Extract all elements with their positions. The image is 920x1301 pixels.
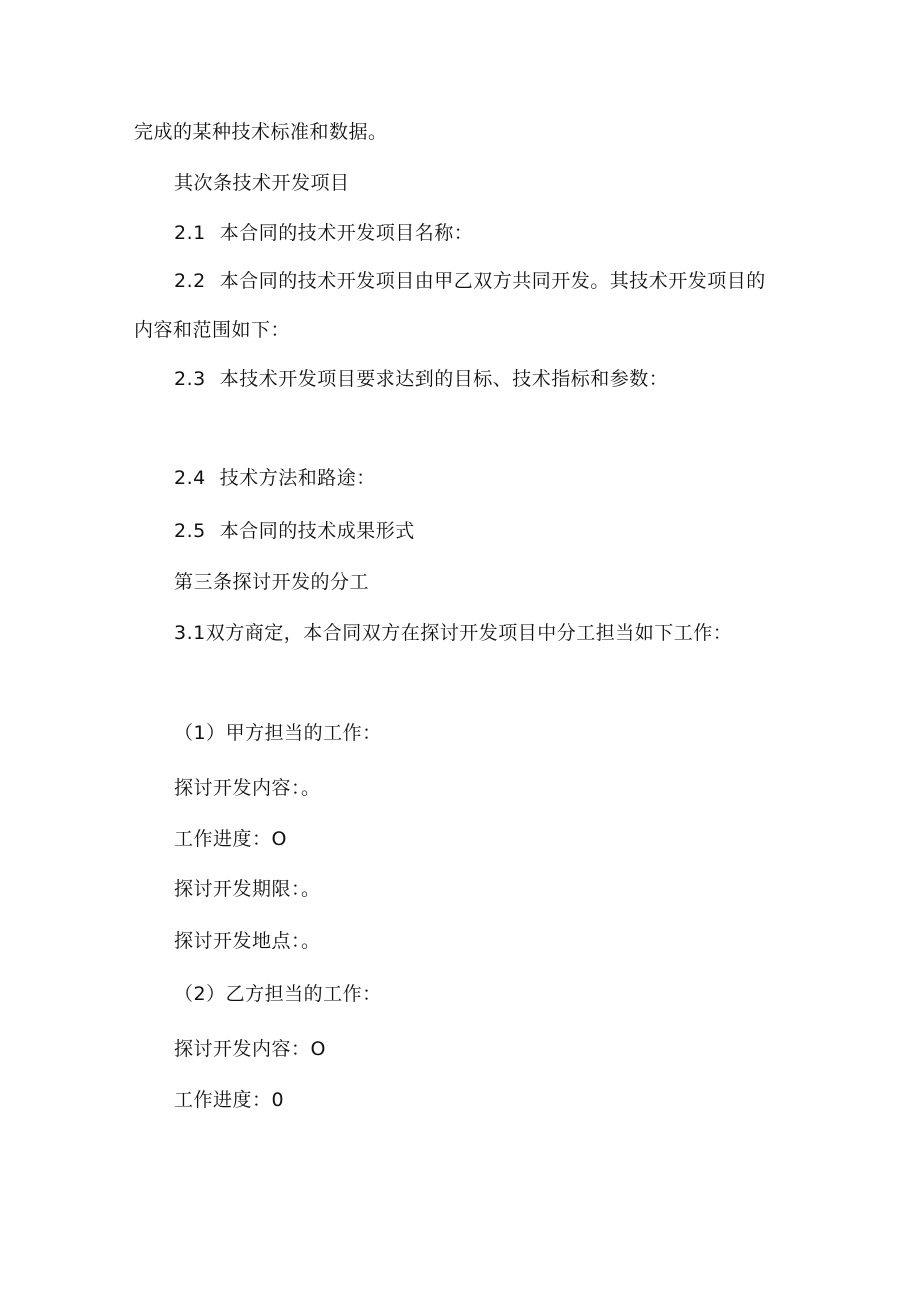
clause-2-2 (174, 268, 766, 294)
clause-text: 本技术开发项目要求达到的目标、技术指标和参数： (219, 368, 669, 390)
clause-text: 技术方法和路途： (219, 467, 376, 489)
text-line: 探讨开发内容：O (174, 1038, 326, 1060)
clause-2-3 (174, 366, 668, 392)
text-line: 探讨开发期限：。 (174, 878, 321, 900)
clause-text: 本合同的技术开发项目名称： (219, 222, 474, 244)
text-line: 探讨开发地点：。 (174, 930, 321, 952)
clause-number: 2.2 (174, 270, 206, 292)
text-line: 内容和范围如下： (134, 319, 291, 341)
article-heading: 其次条技术开发项目 (174, 172, 350, 194)
clause-number: 2.4 (174, 467, 206, 489)
clause-text: 本合同的技术开发项目由甲乙双方共同开发。其技术开发项目的 (219, 270, 766, 292)
party-a-heading: （1）甲方担当的工作： (174, 722, 382, 744)
text-line: 工作进度：O (174, 828, 287, 850)
text-line: 完成的某种技术标准和数据。 (134, 121, 388, 143)
clause-3-1: 3.1双方商定，本合同双方在探讨开发项目中分工担当如下工作： (174, 622, 733, 644)
clause-2-1 (174, 220, 473, 246)
clause-2-5 (174, 518, 415, 544)
text-line: 探讨开发内容：。 (174, 777, 321, 799)
clause-number: 2.1 (174, 222, 206, 244)
clause-number: 2.3 (174, 368, 206, 390)
article-heading: 第三条探讨开发的分工 (174, 571, 370, 593)
party-b-heading: （2）乙方担当的工作： (174, 983, 382, 1005)
clause-2-4 (174, 465, 376, 491)
clause-number: 2.5 (174, 520, 206, 542)
text-line: 工作进度：0 (174, 1089, 285, 1111)
clause-text: 本合同的技术成果形式 (219, 520, 415, 542)
